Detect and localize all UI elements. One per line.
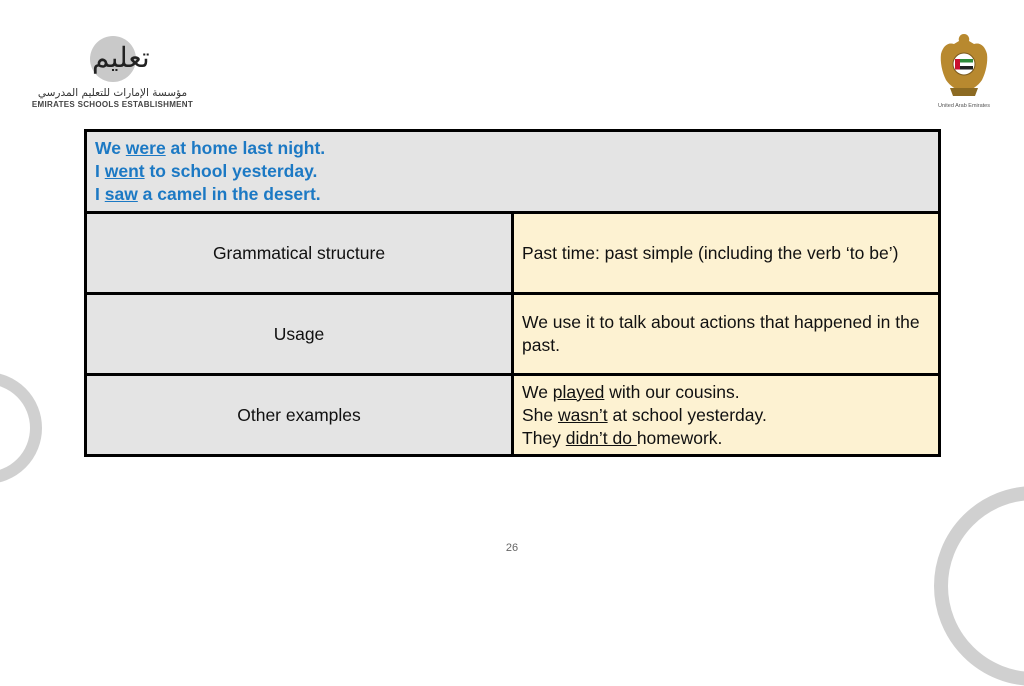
table-row (86, 375, 940, 456)
example-sentence: I went to school yesterday. (95, 161, 318, 181)
past-verb: went (104, 161, 145, 181)
logo-arabic-mark: تعليم (92, 41, 150, 74)
row-label-other-examples: Other examples (86, 375, 513, 456)
row-value-grammatical-structure: Past time: past simple (including the verb ‘to be’) (513, 213, 940, 294)
example-line: They didn’t do homework. (522, 427, 723, 448)
decorative-ring-right (934, 486, 1024, 686)
past-verb: were (125, 138, 166, 158)
past-verb: didn’t do (565, 427, 637, 448)
page-number: 26 (505, 542, 519, 554)
logo-arabic-name: مؤسسة الإمارات للتعليم المدرسي (37, 87, 188, 99)
emirates-schools-logo (30, 34, 200, 114)
decorative-ring-left (0, 372, 42, 484)
example-line: She wasn’t at school yesterday. (522, 404, 767, 425)
header-row (86, 131, 940, 213)
example-sentence: I saw a camel in the desert. (95, 184, 321, 204)
past-verb: saw (104, 184, 138, 204)
example-sentences (86, 131, 940, 213)
grammar-table (84, 129, 941, 457)
falcon-emblem-icon (938, 30, 990, 100)
table-row (86, 213, 940, 294)
emblem-caption: United Arab Emirates (938, 103, 990, 109)
past-verb: played (552, 381, 605, 402)
row-value-usage: We use it to talk about actions that happened in the past. (513, 294, 940, 375)
logo-english-name: EMIRATES SCHOOLS ESTABLISHMENT (31, 100, 194, 109)
other-examples-list (513, 375, 940, 456)
uae-emblem (932, 30, 996, 114)
example-line: We played with our cousins. (522, 381, 740, 402)
row-label-grammatical-structure: Grammatical structure (86, 213, 513, 294)
row-label-usage: Usage (86, 294, 513, 375)
example-sentence: We were at home last night. (95, 138, 326, 158)
past-verb: wasn’t (558, 404, 608, 425)
table-row (86, 294, 940, 375)
